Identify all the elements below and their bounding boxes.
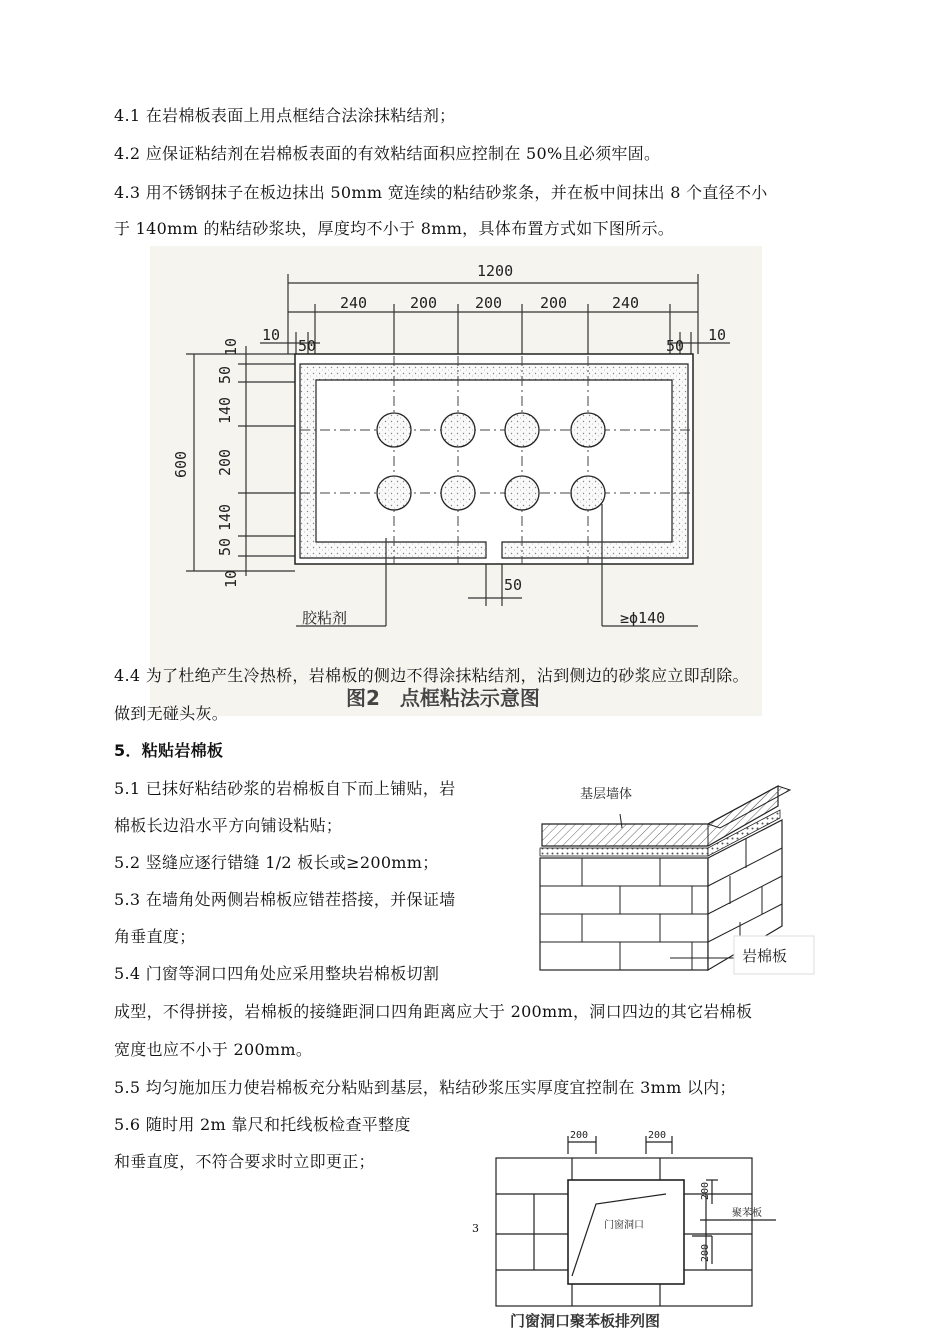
paragraph-5-4-line3: 宽度也应不小于 200mm。 [114, 1040, 313, 1059]
paragraph-5-6-line1: 5.6 随时用 2m 靠尺和托线板检查平整度 [114, 1115, 411, 1134]
dim-left-10: 10 [262, 326, 281, 344]
dim-vert-10-bottom: 10 [222, 569, 240, 588]
wall-corner-drawing [530, 776, 818, 984]
label-rockwool-board: 岩棉板 [742, 947, 788, 965]
dim-top-3: 200 [475, 294, 503, 312]
paragraph-5-3-line1: 5.3 在墙角处两侧岩棉板应错茬搭接，并保证墙 [114, 890, 456, 909]
paragraph-4-3-line1: 4.3 用不锈钢抹子在板边抹出 50mm 宽连续的粘结砂浆条，并在板中间抹出 8 个直径不小 [114, 183, 768, 202]
label-eps-board: 聚苯板 [732, 1208, 762, 1219]
dim-vert-50-top: 50 [216, 365, 234, 384]
dot-frame-drawing [150, 246, 762, 716]
dim-left-50: 50 [298, 337, 317, 355]
opening-layout-drawing [486, 1124, 786, 1312]
paragraph-5-4-line1: 5.4 门窗等洞口四角处应采用整块岩棉板切割 [114, 964, 440, 983]
dim-vert-140-top: 140 [216, 396, 234, 424]
paragraph-4-1: 4.1 在岩棉板表面上用点框结合法涂抹粘结剂； [114, 106, 456, 125]
opening-dim-3: 200 [700, 1181, 711, 1200]
figure2-caption: 图2 点框粘法示意图 [346, 686, 540, 710]
dim-vert-200: 200 [216, 448, 234, 476]
paragraph-5-4-line2: 成型，不得拼接，岩棉板的接缝距洞口四角距离应大于 200mm，洞口四边的其它岩棉板 [114, 1002, 753, 1021]
figure-dot-frame-diagram [150, 246, 762, 716]
opening-figure-caption: 门窗洞口聚苯板排列图 [510, 1312, 661, 1330]
section-heading-5: 5．粘贴岩棉板 [114, 741, 224, 760]
label-opening: 门窗洞口 [604, 1220, 644, 1231]
dim-right-10: 10 [708, 326, 727, 344]
dim-top-1: 240 [340, 294, 368, 312]
dim-top-5: 240 [612, 294, 640, 312]
dim-vert-50-bottom: 50 [216, 537, 234, 556]
dim-vert-140-bottom: 140 [216, 503, 234, 531]
dim-top-4: 200 [540, 294, 568, 312]
paragraph-4-3-line2: 于 140mm 的粘结砂浆块，厚度均不小于 8mm，具体布置方式如下图所示。 [114, 219, 675, 238]
paragraph-5-6-line2: 和垂直度，不符合要求时立即更正； [114, 1152, 375, 1171]
paragraph-5-1-line2: 棉板长边沿水平方向铺设粘贴； [114, 816, 343, 835]
paragraph-5-2: 5.2 竖缝应逐行错缝 1/2 板长或≥200mm； [114, 853, 439, 872]
paragraph-5-3-line2: 角垂直度； [114, 927, 196, 946]
dim-right-50: 50 [666, 337, 685, 355]
label-adhesive: 胶粘剂 [302, 609, 348, 627]
paragraph-4-4-line2: 做到无碰头灰。 [114, 704, 229, 723]
dim-gap: 50 [504, 576, 523, 594]
paragraph-4-2: 4.2 应保证粘结剂在岩棉板表面的有效粘结面积应控制在 50%且必须牢固。 [114, 144, 661, 163]
opening-dim-4: 200 [700, 1243, 711, 1262]
paragraph-4-4-line1: 4.4 为了杜绝产生冷热桥，岩棉板的侧边不得涂抹粘结剂，沾到侧边的砂浆应立即刮除。 [114, 666, 749, 685]
dim-total: 1200 [477, 262, 514, 280]
label-dot-diameter: ≥ϕ140 [620, 609, 666, 627]
dim-vert-600: 600 [172, 450, 190, 478]
label-base-wall: 基层墙体 [580, 787, 633, 802]
figure-wall-corner [530, 776, 818, 984]
opening-dim-1: 200 [570, 1130, 589, 1141]
paragraph-5-5: 5.5 均匀施加压力使岩棉板充分粘贴到基层，粘结砂浆压实厚度宜控制在 3mm 以内； [114, 1078, 736, 1097]
dim-top-2: 200 [410, 294, 438, 312]
dim-vert-10-top: 10 [222, 337, 240, 356]
page-number: 3 [472, 1222, 479, 1235]
opening-dim-2: 200 [648, 1130, 667, 1141]
paragraph-5-1-line1: 5.1 已抹好粘结砂浆的岩棉板自下而上铺贴，岩 [114, 779, 456, 798]
figure-opening-layout [486, 1124, 786, 1336]
